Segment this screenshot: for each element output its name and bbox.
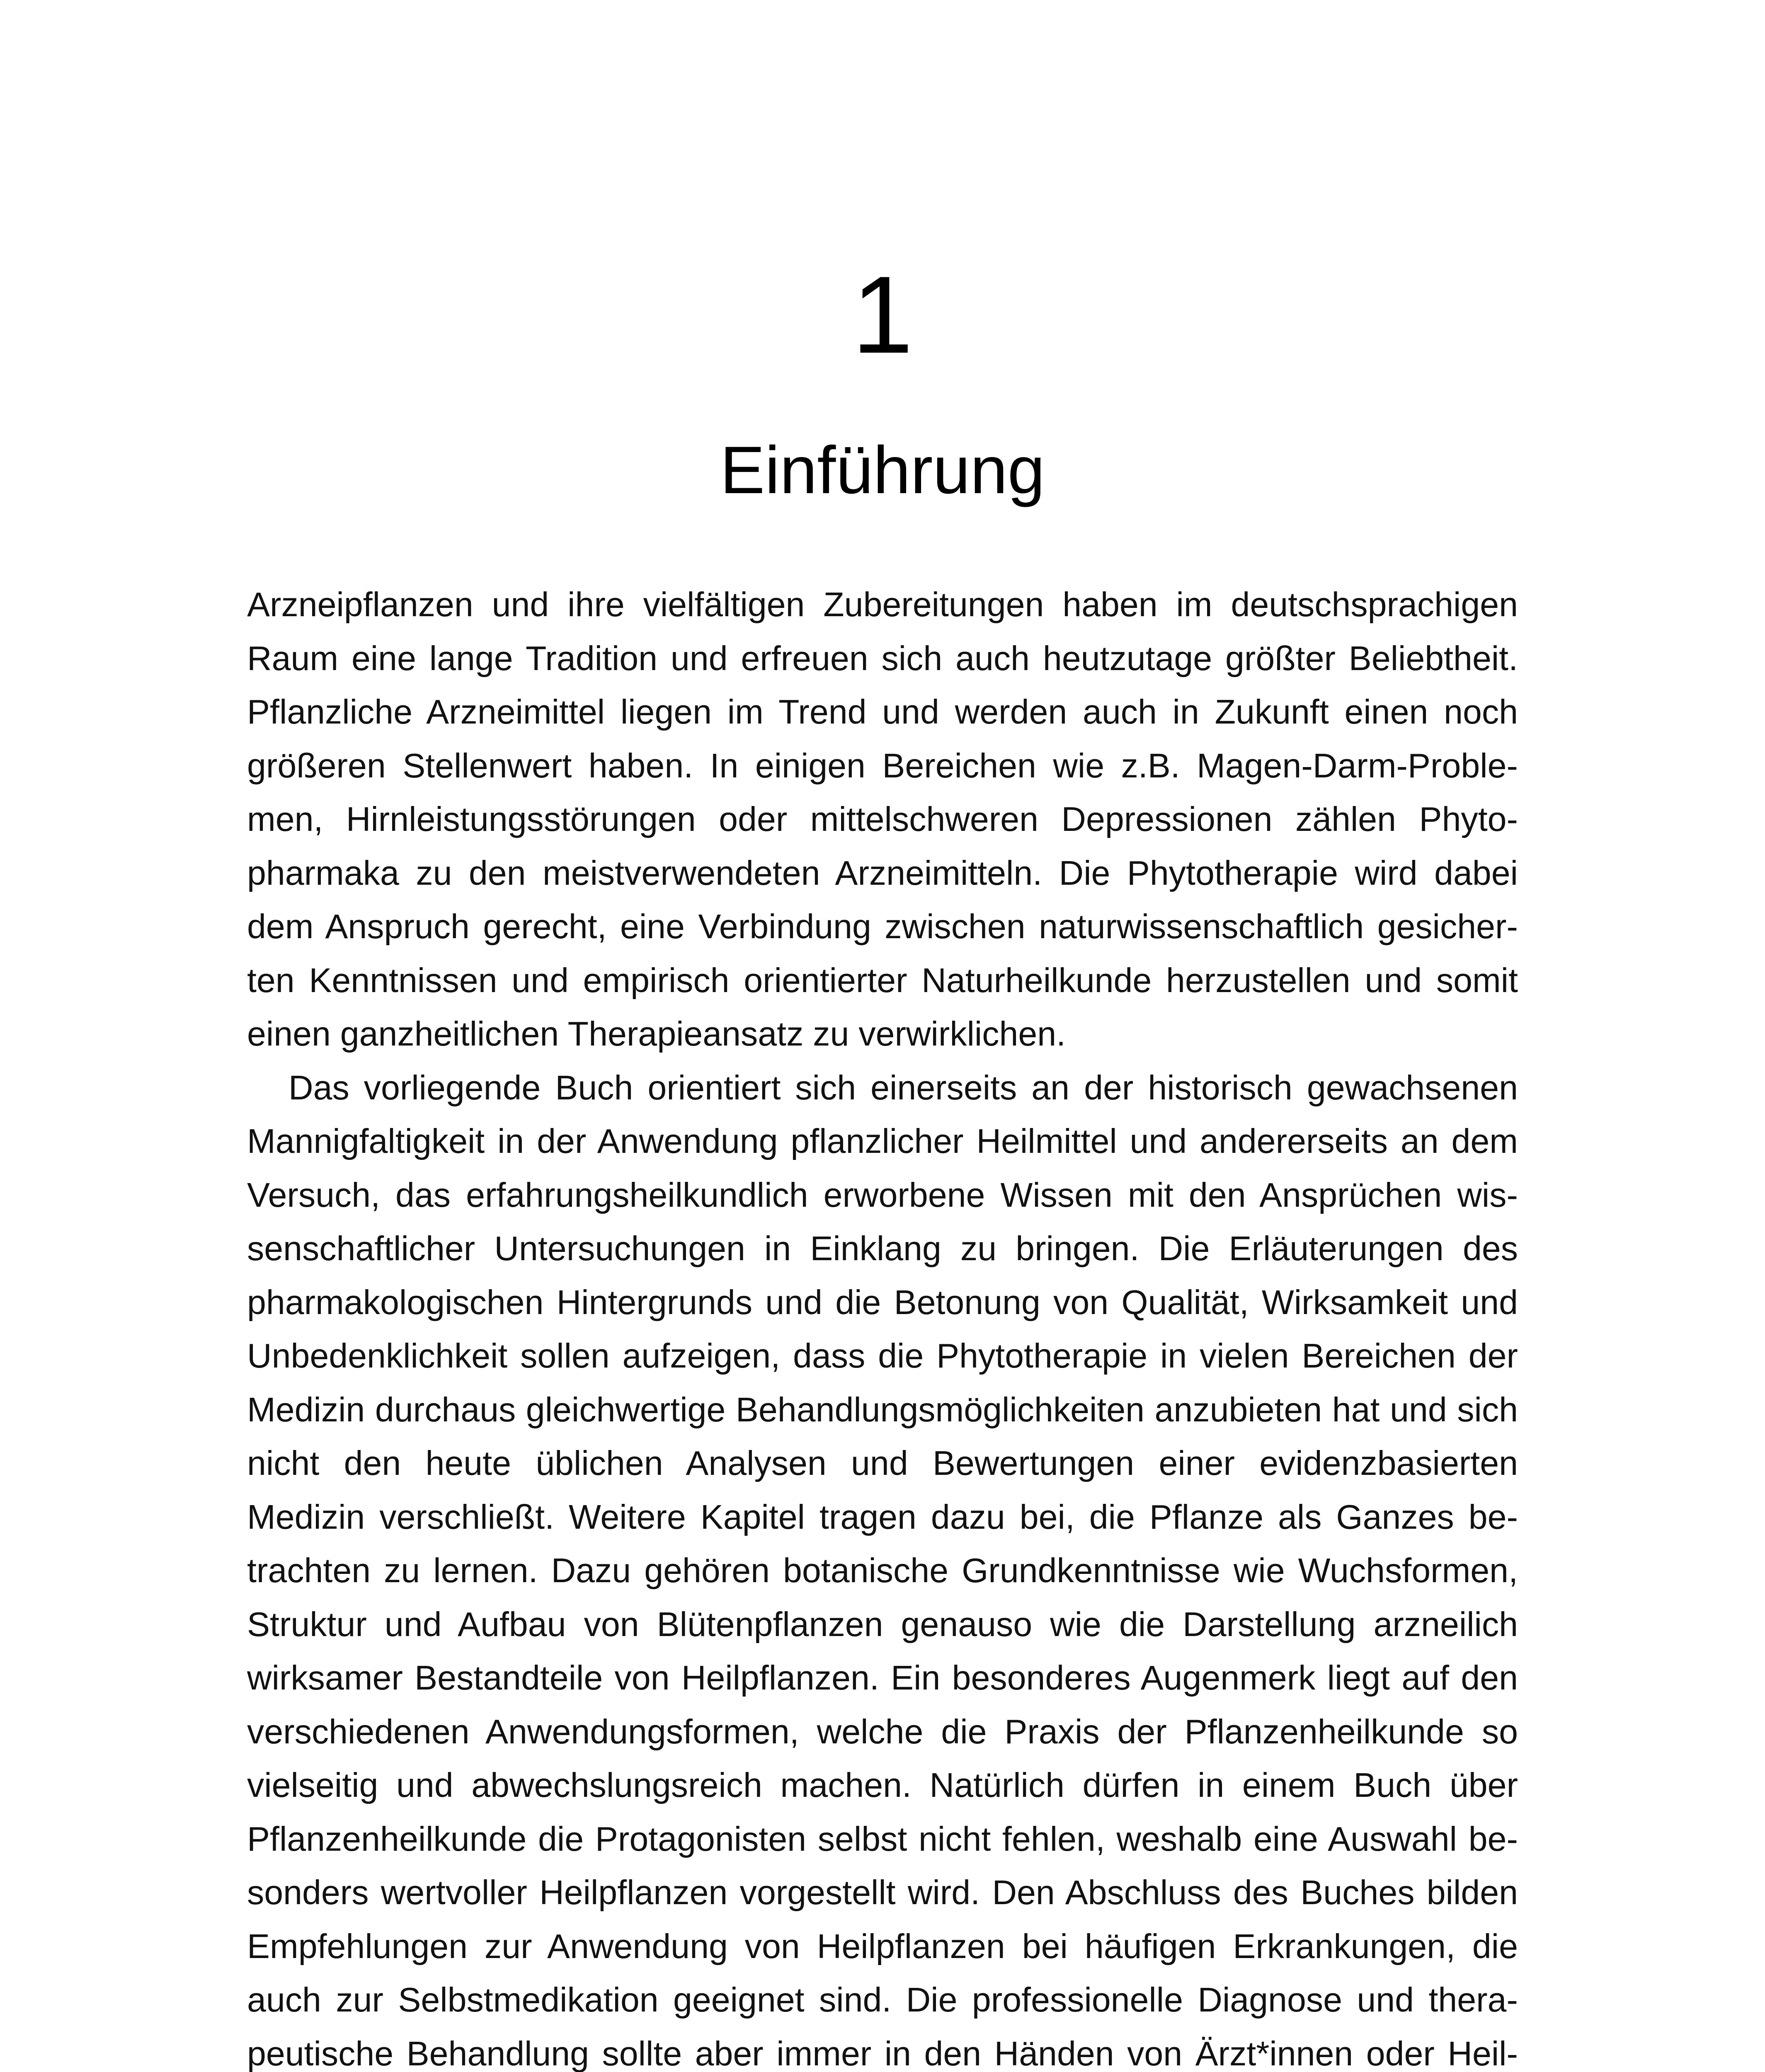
chapter-title: Einführung (720, 433, 1045, 508)
chapter-number: 1 (852, 254, 913, 376)
paragraph-book-overview: Das vorliegende Buch orientiert sich einerseits an der historisch gewachsenen Mannigfaltigkeit in der Anwendung pflanzlicher Heilmittel und andererseits an dem Versuch, das erfahrungsheilkundlich erworbene Wissen mit den Ansprüchen wissenschaftlicher Untersuchungen in Einklang zu bringen. Die Erläuterungen des pharmakologischen Hintergrunds und die Betonung von Qualität, Wirksamkeit und Unbedenklichkeit sollen aufzeigen, dass die Phytotherapie in vielen Bereichen der Medizin durchaus gleichwertige Behandlungsmöglichkeiten anzubieten hat und sich nicht den heute üblichen Analysen und Bewertungen einer evidenzbasierten Medizin verschließt. Weitere Kapitel tragen dazu bei, die Pflanze als Ganzes betrachten zu lernen. Dazu gehören botanische Grundkenntnisse wie Wuchsformen, Struktur und Aufbau von Blütenpflanzen genauso wie die Darstellung arzneilich wirksamer Bestandteile von Heilpflanzen. Ein besonderes Augenmerk liegt auf den verschiedenen Anwendungsformen, welche die Praxis der Pflanzenheilkunde so vielseitig und abwechslungsreich machen. Natürlich dürfen in einem Buch über Pflanzenheilkunde die Protagonisten selbst nicht fehlen, weshalb eine Auswahl besonders wertvoller Heilpflanzen vorgestellt wird. Den Abschluss des Buches bilden Empfehlungen zur Anwendung von Heilpflanzen bei häufigen Erkrankungen, die auch zur Selbstmedikation geeignet sind. Die professionelle Diagnose und therapeutische Behandlung sollte aber immer in den Händen von Ärzt*innen oder Heil (247, 1068, 1518, 2072)
body-text (247, 578, 1518, 2072)
paragraph-intro: Arzneipflanzen und ihre vielfältigen Zubereitungen haben im deutschsprachigen Raum eine lange Tradition und erfreuen sich auch heutzutage größter Beliebtheit. Pflanzliche Arzneimittel liegen im Trend und werden auch in Zukunft einen noch größeren Stellenwert haben. In einigen Bereichen wie z.B. Magen-Darm-Problemen, Hirnleistungsstörungen oder mittelschweren Depressionen zählen Phytopharmaka zu den meistverwendeten Arzneimitteln. Die Phytotherapie wird dabei dem Anspruch gerecht, eine Verbindung zwischen naturwissenschaftlich gesicherten Kenntnissen und empirisch orientierter Naturheilkunde herzustellen und somit einen ganzheitlichen Therapieansatz zu verwirklichen. (247, 586, 1518, 1053)
